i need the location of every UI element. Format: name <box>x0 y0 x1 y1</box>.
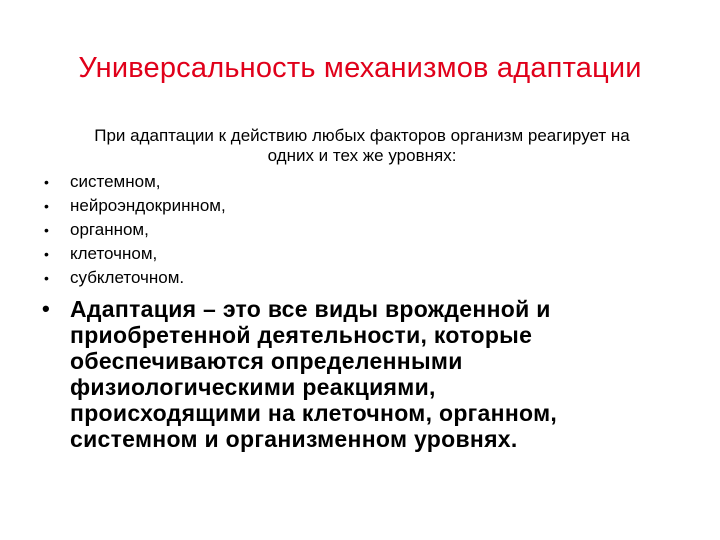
definition-line: Адаптация – это все виды врожденной и <box>70 296 551 322</box>
definition-line: физиологическими реакциями, <box>70 374 436 400</box>
level-label: органном, <box>70 220 149 239</box>
intro-line: одних и тех же уровнях: <box>267 146 457 165</box>
level-label: субклеточном. <box>70 268 185 287</box>
level-label: нейроэндокринном, <box>70 196 226 215</box>
definition-text <box>70 296 682 452</box>
level-label: клеточном, <box>70 244 158 263</box>
bullet-icon: • <box>44 198 49 214</box>
bullet-icon: • <box>44 270 49 286</box>
definition-line: системном и организменном уровнях. <box>70 426 518 452</box>
levels-list <box>44 170 226 290</box>
definition-line: происходящими на клеточном, органном, <box>70 400 558 426</box>
definition-paragraph <box>42 296 682 452</box>
bullet-icon: • <box>44 174 49 190</box>
bullet-icon: • <box>44 222 49 238</box>
intro-line: При адаптации к действию любых факторов организм реагирует на <box>94 126 630 145</box>
list-item <box>44 242 226 266</box>
definition-line: приобретенной деятельности, которые <box>70 322 533 348</box>
slide-title: Универсальность механизмов адаптации <box>78 52 642 84</box>
definition-line: обеспечиваются определенными <box>70 348 463 374</box>
bullet-icon: • <box>42 296 51 321</box>
list-item <box>44 218 226 242</box>
list-item <box>44 266 226 290</box>
list-item <box>44 170 226 194</box>
list-item <box>44 194 226 218</box>
level-label: системном, <box>70 172 161 191</box>
intro-text <box>42 126 682 166</box>
bullet-icon: • <box>44 246 49 262</box>
